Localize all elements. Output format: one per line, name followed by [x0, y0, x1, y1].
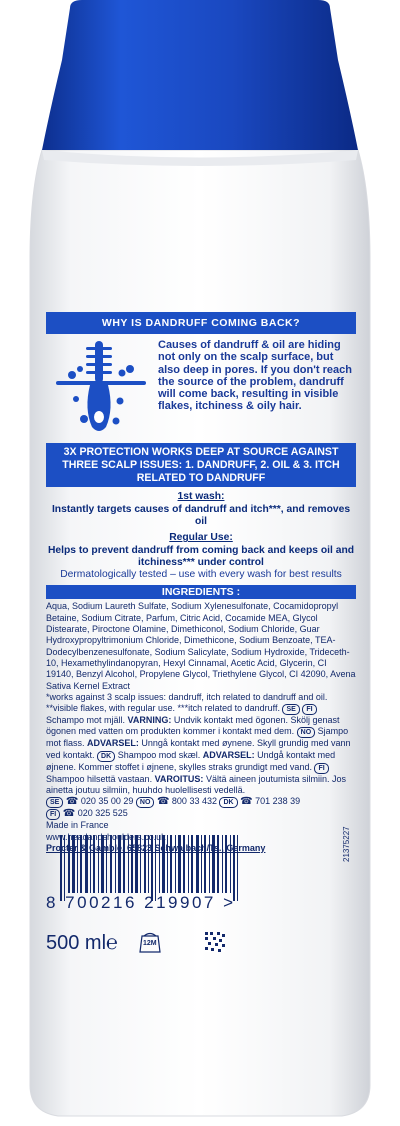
- warnings-block: [46, 692, 356, 796]
- badge-dk: DK: [97, 751, 115, 762]
- warn-se-fi: Schampo mot mjäll.: [46, 715, 126, 726]
- barcode-digits: 8 700216 219907 >: [46, 893, 236, 912]
- badge-se: SE: [282, 704, 299, 715]
- phone-badge-fi: FI: [46, 809, 60, 820]
- bottle-cap: [42, 0, 358, 150]
- warn-label-advarsel-dk: ADVARSEL:: [202, 749, 255, 760]
- warn-label-varoitus: VAROITUS:: [154, 773, 204, 784]
- warn-label-advarsel-no: ADVARSEL:: [87, 738, 139, 749]
- warn-varoitus-text: Vältä aineen joutumista silmiin. Jos ainetta joutuu silmiin, huuhdo huolellisesti vedellä.: [46, 773, 347, 796]
- barcode-area: [46, 835, 306, 917]
- warn-varning-text: Undvik kontakt med ögonen. Skölj genast ögonen med vatten om produkten kommer i kontakt med dem.: [46, 715, 340, 737]
- warn-advarsel-dk-text: Undgå kontakt med øjnene. Kommer stoffet i øjnene, skylles straks grundigt med vand.: [46, 749, 336, 772]
- phone-no: 800 33 432: [171, 796, 217, 807]
- why-text: Causes of dandruff & oil are hiding not only on the scalp surface, but also deep in pores. If you don't reach the source of the problem, dandruff will come back, resulting in visible flakes, itchiness & oily hair.: [158, 339, 352, 413]
- back-label: [46, 312, 356, 854]
- phone-badge-no: NO: [136, 797, 155, 808]
- ingredients-header: INGREDIENTS :: [46, 585, 356, 599]
- first-wash-title: 1st wash:: [177, 491, 225, 503]
- warn-dk-text: Shampoo mod skæl.: [117, 749, 201, 760]
- regular-use-text: Helps to prevent dandruff from coming back and keeps oil and itchiness*** under control: [47, 544, 355, 568]
- footnote: *works against 3 scalp issues: dandruff, itch related to dandruff and oil. **visible flakes, with regular use. ***itch related to dandruff.: [46, 691, 328, 714]
- company-address: Procter & Gamble, 65823 Schwalbach/Ts., Germany: [46, 842, 266, 853]
- why-section: [46, 339, 356, 439]
- why-header: WHY IS DANDRUFF COMING BACK?: [46, 312, 356, 334]
- warn-no-text: Sjampo mot flass.: [46, 726, 349, 749]
- warn-label-varning: VARNING:: [127, 715, 172, 726]
- ingredients-list: Aqua, Sodium Laureth Sulfate, Sodium Xylenesulfonate, Cocamidopropyl Betaine, Sodium Citrate, Parfum, Citric Acid, Cocamide MEA, Glycol Distearate, Piroctone Olamine, Dimethiconol, Sodium Chloride, Guar Hydroxypropyltrimonium Chloride, Dimethicone, Sodium Benzoate, TEA-Dodecylbenzenesulfonate, Sodium Salicylate, Sodium Hydroxide, Trideceth-10, Hexamethylindanopyran, Hexyl Cinnamal, Acetic Acid, Glycerin, CI 19140, Benzyl Alcohol, Propylene Glycol, Triethylene Glycol, CI 42090, Avena Sativa Kernel Extract: [46, 601, 356, 691]
- protection-banner: 3X PROTECTION WORKS DEEP AT SOURCE AGAINST THREE SCALP ISSUES: 1. DANDRUFF, 2. OIL & 3. ITCH RELATED TO DANDRUFF: [46, 443, 356, 487]
- derm-text: Dermatologically tested – use with every wash for best results: [60, 569, 342, 581]
- phone-icon: ☎: [156, 796, 170, 808]
- phone-row-1: [46, 796, 356, 808]
- badge-no: NO: [297, 727, 316, 738]
- warn-fi-text: Shampoo hilsettä vastaan.: [46, 773, 153, 784]
- datamatrix-code: [205, 932, 225, 952]
- badge-fi: FI: [302, 704, 316, 715]
- first-wash-section: [46, 491, 356, 528]
- phone-se: 020 35 00 29: [80, 796, 134, 807]
- website: www.headandshoulders.co.uk: [46, 831, 166, 842]
- regular-use-title: Regular Use:: [169, 532, 233, 544]
- phone-icon: ☎: [240, 796, 253, 808]
- phone-badge-dk: DK: [219, 797, 237, 808]
- warn-advarsel-no-text: Unngå kontakt med øynene. Skyll grundig med vann ved kontakt.: [46, 738, 351, 760]
- phone-fi: 020 325 525: [77, 808, 128, 819]
- phone-badge-se: SE: [46, 797, 63, 808]
- volume: 500 ml℮: [46, 932, 119, 954]
- phone-icon: ☎: [62, 808, 76, 820]
- phone-dk: 701 238 39: [255, 796, 301, 807]
- first-wash-text: Instantly targets causes of dandruff and itch***, and removes oil: [51, 503, 351, 527]
- phone-icon: ☎: [65, 796, 79, 808]
- made-in: Made in France: [46, 820, 109, 831]
- phone-row-2: [46, 808, 356, 820]
- badge-fi-2: FI: [314, 763, 328, 774]
- pao-label: 12M: [143, 940, 157, 947]
- side-code: 21375227: [342, 826, 351, 862]
- regular-use-section: [46, 532, 356, 569]
- hair-follicle-icon: [46, 339, 156, 439]
